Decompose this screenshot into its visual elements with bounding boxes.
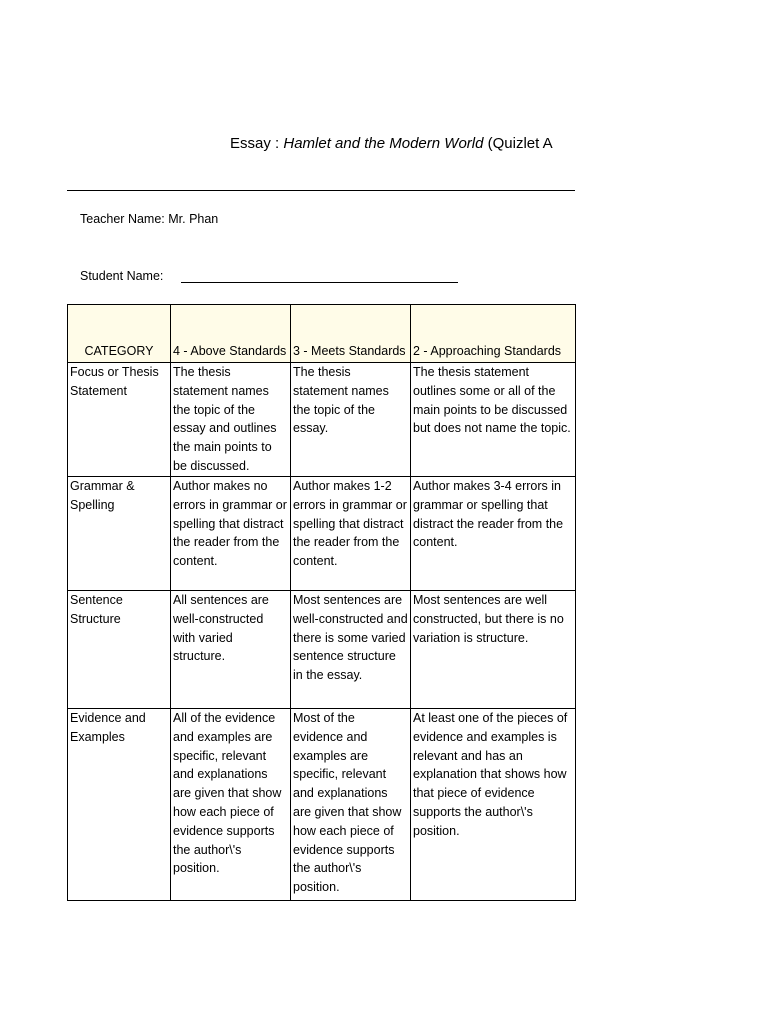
teacher-name: Teacher Name: Mr. Phan xyxy=(80,212,219,226)
row-cell-level-2: Most sentences are well constructed, but there is no variation is structure. xyxy=(411,591,576,709)
student-name-label: Student Name: xyxy=(80,269,164,283)
row-cell-level-2: At least one of the pieces of evidence and examples is relevant and has an explanation that shows how that piece of evidence supports the author\'s position. xyxy=(411,709,576,901)
document-title xyxy=(230,134,575,154)
row-category: Grammar & Spelling xyxy=(68,477,171,591)
row-category: Focus or Thesis Statement xyxy=(68,363,171,477)
student-name-blank xyxy=(181,282,458,283)
header-category: CATEGORY xyxy=(68,305,171,363)
header-level-4: 4 - Above Standards xyxy=(171,305,291,363)
title-divider xyxy=(67,190,575,191)
row-cell-level-4: All of the evidence and examples are specific, relevant and explanations are given that show how each piece of evidence supports the author\'s position. xyxy=(171,709,291,901)
row-cell-level-3: Author makes 1-2 errors in grammar or spelling that distract the reader from the content. xyxy=(291,477,411,591)
row-cell-level-3: Most sentences are well-constructed and there is some varied sentence structure in the essay. xyxy=(291,591,411,709)
row-cell-level-2: Author makes 3-4 errors in grammar or spelling that distract the reader from the content. xyxy=(411,477,576,591)
row-cell-level-3: Most of the evidence and examples are specific, relevant and explanations are given that show how each piece of evidence supports the author\'s position. xyxy=(291,709,411,901)
title-suffix: (Quizlet A xyxy=(483,135,553,152)
row-category: Evidence and Examples xyxy=(68,709,171,901)
row-cell-level-2: The thesis statement outlines some or all of the main points to be discussed but does not name the topic. xyxy=(411,363,576,477)
header-level-3: 3 - Meets Standards xyxy=(291,305,411,363)
rubric-table xyxy=(67,304,576,901)
row-cell-level-4: All sentences are well-constructed with varied structure. xyxy=(171,591,291,709)
row-category: Sentence Structure xyxy=(68,591,171,709)
table-row xyxy=(68,709,576,901)
table-row xyxy=(68,591,576,709)
title-work: Hamlet and the Modern World xyxy=(283,135,484,152)
row-cell-level-4: Author makes no errors in grammar or spelling that distract the reader from the content. xyxy=(171,477,291,591)
row-cell-level-4: The thesis statement names the topic of the essay and outlines the main points to be discussed. xyxy=(171,363,291,477)
title-prefix: Essay : xyxy=(230,135,284,152)
table-row xyxy=(68,477,576,591)
table-row xyxy=(68,363,576,477)
rubric-header-row xyxy=(68,305,576,363)
row-cell-level-3: The thesis statement names the topic of the essay. xyxy=(291,363,411,477)
header-level-2: 2 - Approaching Standards xyxy=(411,305,576,363)
